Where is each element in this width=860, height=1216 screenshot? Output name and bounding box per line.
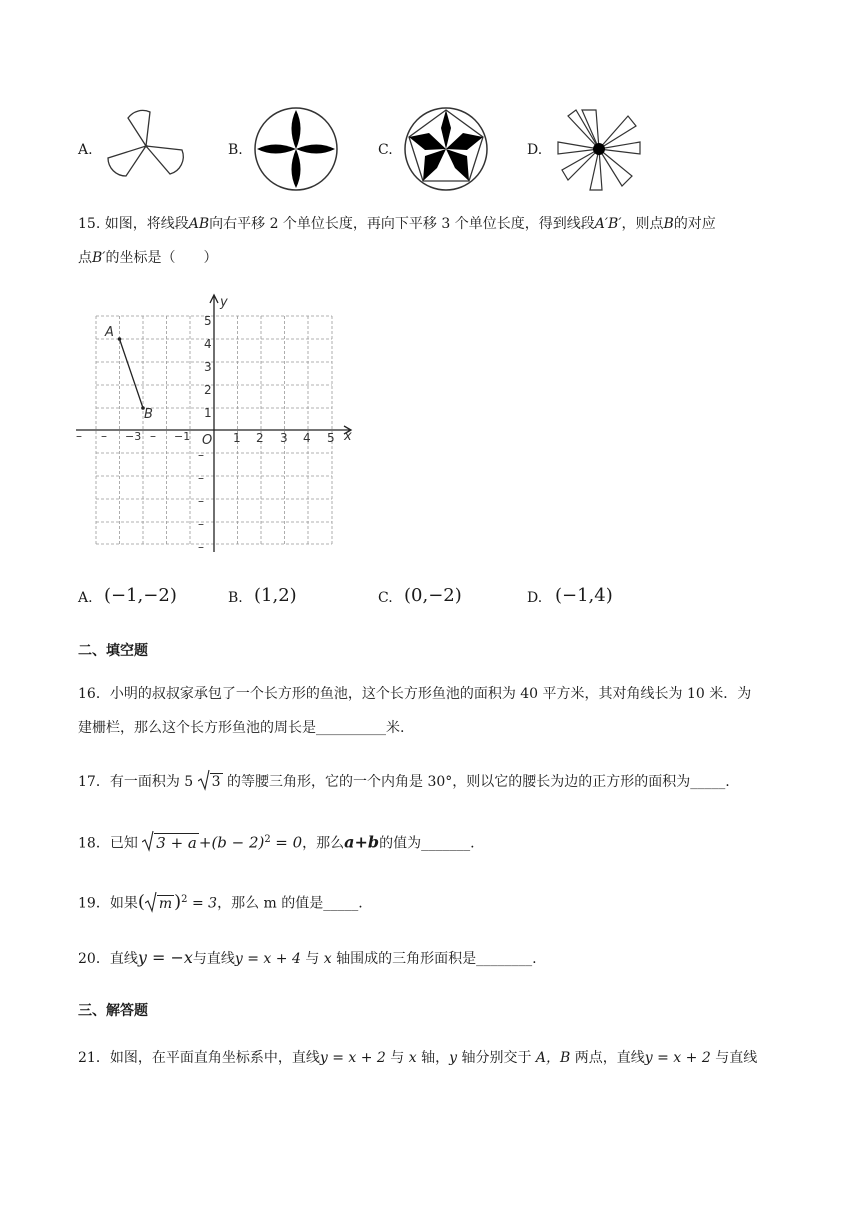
pinwheel-icon — [556, 106, 642, 192]
y-tick: 4 — [204, 337, 212, 351]
q18 — [78, 830, 475, 854]
q20-text: 与直线 — [192, 951, 235, 967]
sqrt-expression — [198, 772, 223, 792]
q14-option-d-label: D. — [527, 142, 543, 158]
q16-line-1: 16．小明的叔叔家承包了一个长方形的鱼池，这个长方形鱼池的面积为 40 平方米，其对角线长为 10 米．为 — [78, 686, 752, 702]
q15-line-2 — [78, 248, 217, 268]
q18-math: = 0 — [275, 833, 303, 852]
q19-text: 19．如果 — [78, 895, 138, 912]
q15-option-a-value[interactable]: (−1,−2) — [104, 585, 177, 606]
q15-text: ，则点 — [621, 216, 664, 232]
q21-text: 与直线 — [715, 1050, 758, 1066]
q21-math: y — [449, 1050, 457, 1066]
x-tick: −3 — [125, 430, 142, 443]
x-tick: 3 — [280, 431, 288, 445]
q19-text: ，那么 m 的值是_____. — [217, 895, 363, 912]
y-tick: – — [198, 517, 204, 531]
radical-sign-icon — [145, 891, 157, 913]
section-title-fill-in: 二、填空题 — [78, 643, 148, 659]
y-axis-label: y — [220, 295, 228, 310]
point-a-dot — [118, 337, 122, 341]
q21-math: A，B — [535, 1050, 571, 1066]
q21-text: 与 — [390, 1050, 405, 1066]
q21-text: 轴， — [421, 1050, 450, 1066]
exponent: 2 — [181, 894, 188, 905]
x-axis-label: x — [344, 429, 352, 444]
x-tick: 2 — [256, 431, 264, 445]
q15-option-a-label[interactable]: A. — [78, 590, 93, 606]
radical-sign-icon — [198, 769, 210, 791]
q21-math: x — [408, 1050, 417, 1066]
q17 — [78, 772, 730, 792]
y-tick: 1 — [204, 406, 212, 420]
y-tick: – — [198, 494, 204, 508]
y-tick: 3 — [204, 360, 212, 374]
q19 — [78, 890, 363, 914]
point-bp: B′ — [92, 250, 106, 266]
q15-text: 如图，将线段 — [104, 216, 189, 232]
q14-option-c-label: C. — [378, 142, 393, 158]
q21 — [78, 1048, 757, 1068]
q20-text: 20．直线 — [78, 951, 138, 967]
y-tick: – — [198, 540, 204, 554]
q15-number: 15. — [78, 216, 101, 232]
left-paren: ( — [137, 891, 145, 913]
q17-text: 的等腰三角形，它的一个内角是 30°，则以它的腰长为边的正方形的面积为_____. — [227, 774, 730, 790]
right-paren: ) — [174, 891, 182, 913]
segment-apbp: A′B′ — [594, 216, 622, 232]
q15-option-d-value[interactable]: (−1,4) — [555, 585, 613, 606]
segment-ab-line — [120, 339, 144, 408]
q21-text: 轴分别交于 — [461, 1050, 532, 1066]
q17-text: 17．有一面积为 5 — [78, 774, 194, 790]
q19-math: = 3 — [192, 895, 218, 912]
q15-line-1 — [78, 214, 716, 234]
q20-math: y = x + 4 — [234, 951, 301, 967]
q15-option-c-value[interactable]: (0,−2) — [404, 585, 462, 606]
y-tick: – — [198, 448, 204, 462]
q18-math: +(b − 2) — [198, 833, 265, 852]
q21-math: y = x + 2 — [319, 1050, 386, 1066]
q14-option-b-label: B. — [228, 142, 243, 158]
radicand: m — [158, 895, 173, 912]
q14-option-a-label: A. — [78, 142, 93, 158]
x-tick: 1 — [233, 431, 241, 445]
x-tick: −1 — [174, 430, 191, 443]
q21-text: 21．如图，在平面直角坐标系中，直线 — [78, 1050, 320, 1066]
q20 — [78, 948, 537, 969]
x-tick: – — [101, 429, 107, 443]
x-tick: 5 — [327, 431, 335, 445]
origin-label: O — [202, 433, 213, 448]
q15-text: 的对应 — [673, 216, 716, 232]
y-tick: 5 — [204, 314, 212, 328]
q18-expr: a+b — [344, 832, 380, 852]
q20-text: 与 — [305, 951, 320, 967]
q18-text: 的值为_______. — [379, 835, 475, 852]
q15-option-b-label[interactable]: B. — [228, 590, 243, 606]
exponent: 2 — [264, 834, 271, 845]
x-tick: 4 — [303, 431, 311, 445]
radical-sign-icon — [142, 830, 154, 852]
coordinate-grid — [74, 292, 364, 564]
y-tick: – — [198, 471, 204, 485]
q20-text: 轴围成的三角形面积是________. — [336, 951, 537, 967]
q21-math: y = x + 2 — [644, 1050, 711, 1066]
q18-text: 18．已知 — [78, 835, 138, 852]
q15-text: 点 — [78, 250, 92, 266]
q20-math: x — [323, 951, 332, 967]
y-tick: 2 — [204, 383, 212, 397]
x-tick: – — [150, 429, 156, 443]
sqrt-expression — [142, 833, 199, 854]
q15-option-b-value[interactable]: (1,2) — [254, 585, 297, 606]
q15-option-c-label[interactable]: C. — [378, 590, 393, 606]
q15-text: 向右平移 2 个单位长度，再向下平移 3 个单位长度，得到线段 — [209, 216, 595, 232]
x-tick: – — [76, 429, 82, 443]
q16-line-2: 建栅栏，那么这个长方形鱼池的周长是__________米. — [78, 720, 405, 736]
segment-ab: AB — [188, 216, 210, 232]
three-blade-fan-icon — [104, 108, 188, 188]
q21-text: 两点，直线 — [574, 1050, 645, 1066]
section-title-solutions: 三、解答题 — [78, 1003, 148, 1019]
q20-math: y = −x — [137, 948, 193, 967]
point-a-label: A — [105, 325, 114, 340]
q18-text: ，那么 — [302, 835, 345, 852]
q15-option-d-label[interactable]: D. — [527, 590, 543, 606]
point-b-label: B — [144, 407, 153, 422]
radicand: 3 + a — [156, 833, 197, 852]
radicand: 3 — [211, 774, 221, 790]
four-petal-circle-icon — [253, 106, 339, 192]
point-b: B — [663, 216, 674, 232]
q15-text: 的坐标是（ ） — [105, 250, 218, 266]
pentagon-star-circle-icon — [403, 106, 489, 192]
sqrt-expression — [145, 894, 174, 914]
